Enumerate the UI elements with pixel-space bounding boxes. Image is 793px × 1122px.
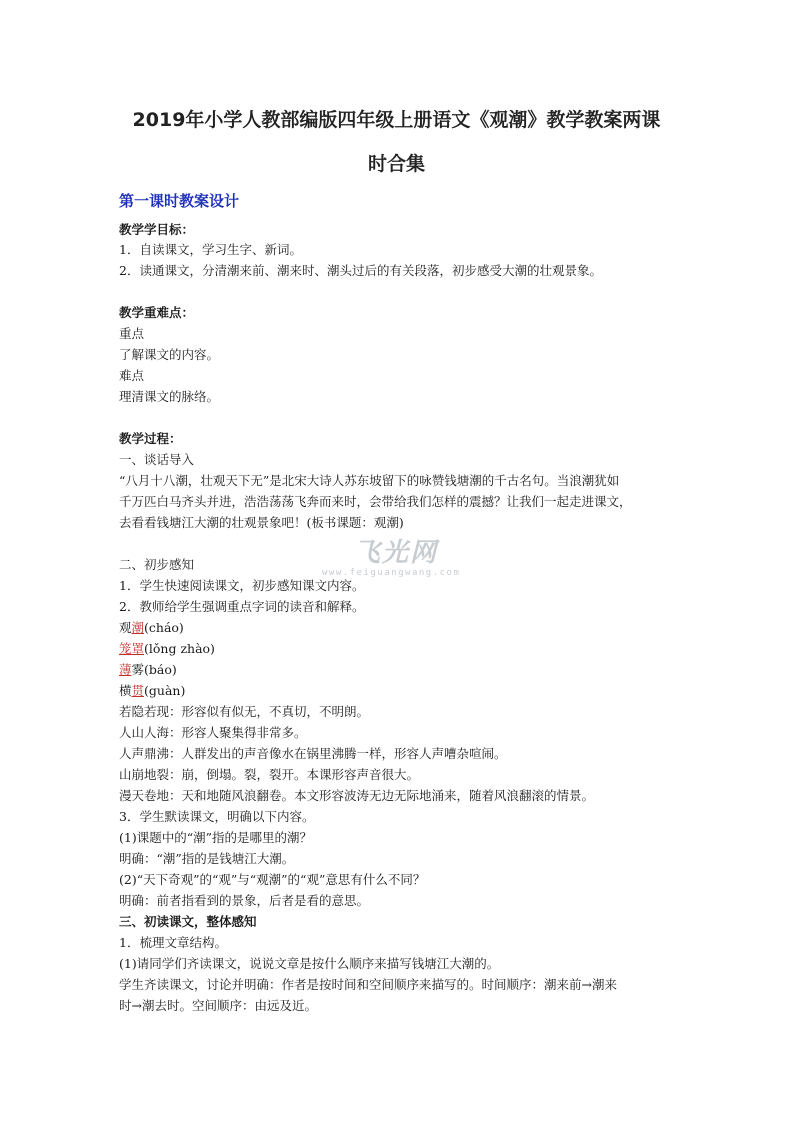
objectives-label: 教学学目标： bbox=[119, 222, 195, 237]
vocab-pinyin: (cháo) bbox=[144, 620, 184, 635]
watermark-url: www.feiguangwang.com bbox=[322, 568, 461, 578]
vocab-highlight: 薄 bbox=[119, 662, 132, 677]
difficulty-text: 理清课文的脉络。 bbox=[119, 389, 220, 404]
vocab-pinyin: (guàn) bbox=[144, 683, 186, 698]
step-1-line-1: “八月十八潮，壮观天下无”是北宋大诗人苏东坡留下的咏赞钱塘潮的千古名句。当浪潮犹如 bbox=[119, 473, 620, 488]
vocab-suffix: 雾 bbox=[131, 662, 145, 677]
step-3-line-4: 时→潮去时。空间顺序：由远及近。 bbox=[119, 998, 317, 1013]
definition-item: 山崩地裂：崩，倒塌。裂，裂开。本课形容声音很大。 bbox=[119, 767, 420, 782]
step-3-line-1: 1．梳理文章结构。 bbox=[119, 935, 227, 950]
definition-item: 人山人海：形容人聚集得非常多。 bbox=[119, 725, 307, 740]
vocab-pinyin: (báo) bbox=[144, 662, 177, 677]
document-title-line-1: 2019年小学人教部编版四年级上册语文《观潮》教学教案两课 bbox=[132, 109, 661, 131]
step-3-line-2: (1)请同学们齐读课文，说说文章是按什么顺序来描写钱塘江大潮的。 bbox=[119, 956, 500, 971]
objective-item-2: 2．读通课文，分清潮来前、潮来时、潮头过后的有关段落，初步感受大潮的壮观景象。 bbox=[119, 263, 602, 278]
step-3-heading: 三、初读课文，整体感知 bbox=[119, 914, 257, 929]
definition-item: 若隐若现：形容似有似无，不真切，不明朗。 bbox=[119, 704, 370, 719]
vocab-pinyin: (lǒng zhào) bbox=[144, 641, 215, 656]
difficulty-label: 难点 bbox=[119, 368, 145, 383]
step-2-item-2: 2．教师给学生强调重点字词的读音和解释。 bbox=[119, 599, 365, 614]
vocab-highlight: 潮 bbox=[131, 620, 145, 635]
vocab-item bbox=[119, 639, 215, 659]
vocab-item bbox=[119, 618, 184, 638]
step-2-heading: 二、初步感知 bbox=[119, 557, 195, 572]
step-1-heading: 一、谈话导入 bbox=[119, 452, 195, 467]
step-2-item-1: 1．学生快速阅读课文，初步感知课文内容。 bbox=[119, 578, 365, 593]
section-heading-lesson-1: 第一课时教案设计 bbox=[119, 192, 240, 210]
vocab-item bbox=[119, 660, 177, 680]
vocab-item bbox=[119, 681, 185, 701]
key-points-label: 教学重难点： bbox=[119, 305, 195, 320]
definition-item: 人声鼎沸：人群发出的声音像水在锅里沸腾一样，形容人声嘈杂喧闹。 bbox=[119, 746, 507, 761]
step-2-item-3: 3．学生默读课文，明确以下内容。 bbox=[119, 809, 315, 824]
vocab-highlight: 贯 bbox=[131, 683, 145, 698]
step-1-line-3: 去看看钱塘江大潮的壮观景象吧！(板书课题：观潮) bbox=[119, 515, 404, 530]
vocab-highlight: 笼罩 bbox=[119, 641, 145, 656]
document-title-line-2: 时合集 bbox=[367, 153, 425, 175]
vocab-prefix: 横 bbox=[119, 683, 132, 698]
watermark-logo-text: 飞光网 bbox=[354, 538, 439, 568]
watermark bbox=[318, 530, 468, 590]
objective-item-1: 1．自读课文，学习生字、新词。 bbox=[119, 242, 302, 257]
qa-question-2: (2)“天下奇观”的“观”与“观潮”的“观”意思有什么不同？ bbox=[119, 872, 426, 887]
step-3-line-3: 学生齐读课文，讨论并明确：作者是按时间和空间顺序来描写的。时间顺序：潮来前→潮来 bbox=[119, 977, 617, 992]
definition-item: 漫天卷地：天和地随风浪翻卷。本文形容波涛无边无际地涌来，随着风浪翻滚的情景。 bbox=[119, 788, 595, 803]
focus-text: 了解课文的内容。 bbox=[119, 347, 220, 362]
vocab-prefix: 观 bbox=[119, 620, 132, 635]
focus-label: 重点 bbox=[119, 326, 145, 341]
process-label: 教学过程： bbox=[119, 431, 182, 446]
qa-answer-2: 明确：前者指看到的景象，后者是看的意思。 bbox=[119, 893, 370, 908]
step-1-line-2: 千万匹白马齐头并进，浩浩荡荡飞奔而来时，会带给我们怎样的震撼？让我们一起走进课文， bbox=[119, 494, 632, 509]
qa-answer-1: 明确：“潮”指的是钱塘江大潮。 bbox=[119, 851, 295, 866]
qa-question-1: (1)课题中的“潮”指的是哪里的潮？ bbox=[119, 830, 312, 845]
